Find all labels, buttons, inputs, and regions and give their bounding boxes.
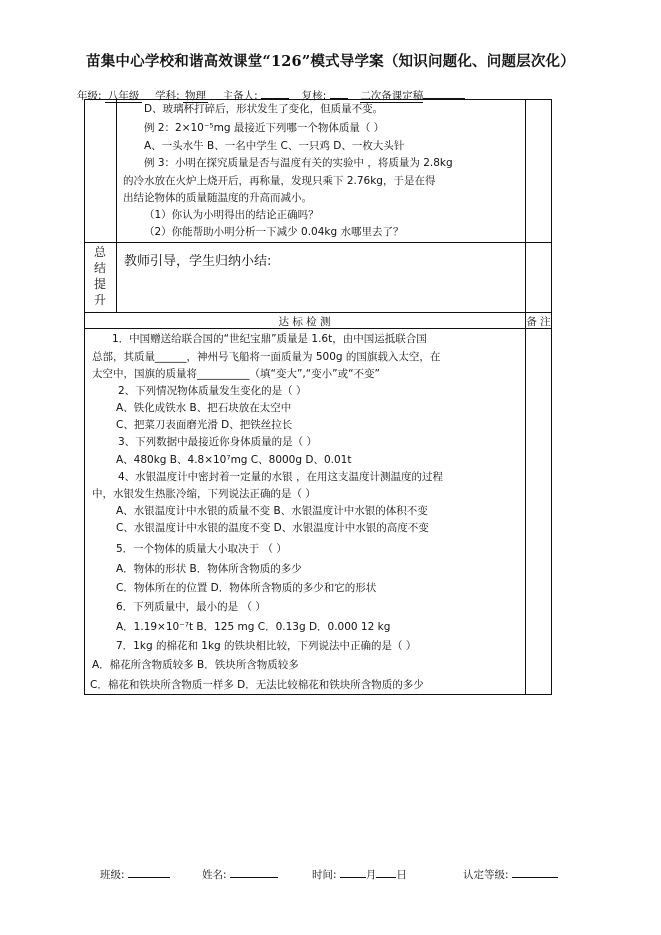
continuation-line: A、一头水牛 B、一名中学生 C、一只鸡 D、一枚大头针 xyxy=(144,140,405,152)
side-char: 总 xyxy=(93,245,106,259)
month-label: 月 xyxy=(365,869,377,881)
continuation-line: 出结论物体的质量随温度的升高而减小。 xyxy=(123,192,312,204)
day-blank[interactable] xyxy=(376,877,396,878)
summary-text: 教师引导，学生归纳小结: xyxy=(124,254,272,269)
row-divider-1 xyxy=(84,242,552,243)
left-column-divider xyxy=(116,99,117,312)
test-heading: 达 标 检 测 xyxy=(278,316,331,328)
test-line: A．1.19×10⁻⁷t B．125 mg C．0.13g D．0.000 12 kg xyxy=(116,621,391,633)
test-line: A、水银温度计中水银的质量不变 B、水银温度计中水银的体积不变 xyxy=(116,505,428,517)
test-line: 总部，其质量______，神州号飞船将一面质量为 500g 的国旗载入太空，在 xyxy=(92,351,441,363)
notes-column-divider xyxy=(525,99,526,695)
name-field xyxy=(202,867,278,882)
test-line: C．物体所在的位置 D．物体所含物质的多少和它的形状 xyxy=(116,582,377,594)
review-label: 复核: xyxy=(301,90,327,102)
continuation-line: 例 2：2×10⁻⁵mg 最接近下列哪一个物体质量（ ） xyxy=(144,122,385,134)
test-line: C、水银温度计中水银的温度不变 D、水银温度计中水银的高度不变 xyxy=(116,522,429,534)
continuation-line: 例 3：小明在探究质量是否与温度有关的实验中 ，将质量为 2.8kg xyxy=(144,157,453,169)
grade-label: 年级: xyxy=(77,90,102,102)
side-char: 结 xyxy=(93,261,106,275)
test-line: A．物体的形状 B．物体所含物质的多少 xyxy=(116,563,302,575)
continuation-line: 的冷水放在火炉上烧开后，再称量，发现只乘下 2.76kg，于是在得 xyxy=(123,175,436,187)
time-field xyxy=(312,867,407,882)
test-line: C、把菜刀表面磨光滑 D、把铁丝拉长 xyxy=(116,419,293,431)
test-line: 中，水银发生热胀冷缩，下列说法正确的是（ ） xyxy=(92,488,316,500)
notes-heading: 备 注 xyxy=(526,316,551,328)
class-label: 班级: xyxy=(100,869,125,881)
subject-label: 学科: xyxy=(155,90,180,102)
test-line: C．棉花和铁块所含物质一样多 D．无法比较棉花和铁块所含物质的多少 xyxy=(90,679,424,691)
summary-side-label xyxy=(84,244,116,308)
continuation-line: D、玻璃杯打碎后，形状发生了变化，但质量不变。 xyxy=(144,103,384,115)
rating-field xyxy=(463,867,558,882)
test-line: 3、下列数据中最接近你身体质量的是（ ） xyxy=(118,436,318,448)
test-line: 6．下列质量中，最小的是 （ ） xyxy=(116,601,266,613)
second-prep-label: 二次备课定稿 xyxy=(360,90,424,102)
month-blank[interactable] xyxy=(340,877,366,878)
side-char: 提 xyxy=(93,277,106,291)
page-title: 苗集中心学校和谐高效课堂“126”模式导学案（知识问题化、问题层次化） xyxy=(86,53,575,70)
name-blank[interactable] xyxy=(230,877,278,878)
time-label: 时间: xyxy=(312,869,337,881)
test-line: A．棉花所含物质较多 B．铁块所含物质较多 xyxy=(92,659,299,671)
side-char: 升 xyxy=(93,293,106,307)
test-line: 5．一个物体的质量大小取决于 （ ） xyxy=(116,543,287,555)
class-field xyxy=(100,867,170,882)
test-line: 1．中国赠送给联合国的“世纪宝鼎”质量是 1.6t，由中国运抵联合国 xyxy=(112,333,427,345)
day-label: 日 xyxy=(396,869,407,881)
name-label: 姓名: xyxy=(202,869,227,881)
continuation-line: （2）你能帮助小明分析一下减少 0.04kg 水哪里去了？ xyxy=(144,226,404,238)
class-blank[interactable] xyxy=(128,877,170,878)
test-line: 7．1kg 的棉花和 1kg 的铁块相比较，下列说法中正确的是（ ） xyxy=(116,640,417,652)
grade-value: 八年级 xyxy=(105,90,143,103)
test-line: 4、水银温度计中密封着一定量的水银 ，在用这支温度计测温度的过程 xyxy=(118,471,444,483)
continuation-line: （1）你认为小明得出的结论正确吗？ xyxy=(144,209,319,221)
test-line: A、480kg B、4.8×10⁷mg C、8000g D、0.01t xyxy=(116,454,352,466)
row-divider-2 xyxy=(84,312,552,313)
preparer-label: 主备人: xyxy=(222,90,258,102)
test-line: 太空中，国旗的质量将__________（填“变大”,“变小”或“不变” xyxy=(92,368,380,380)
rating-label: 认定等级: xyxy=(463,869,509,881)
rating-blank[interactable] xyxy=(512,877,558,878)
test-line: 2、下列情况物体质量发生变化的是（ ） xyxy=(118,385,307,397)
subject-value: 物理 xyxy=(184,90,206,102)
test-line: A、铁化成铁水 B、把石块放在太空中 xyxy=(116,402,292,414)
